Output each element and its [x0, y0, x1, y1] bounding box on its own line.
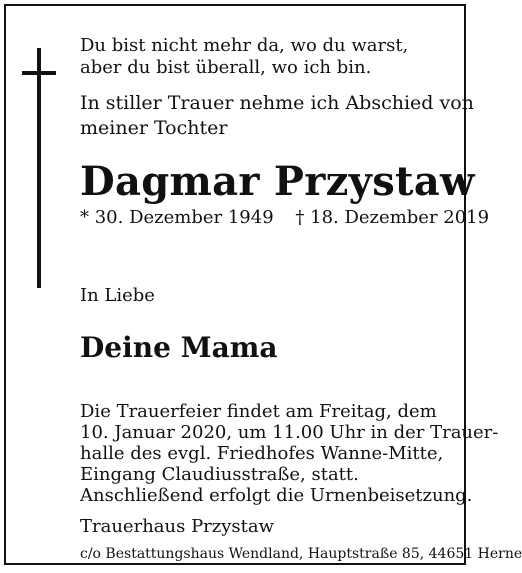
verse [80, 35, 408, 79]
funeral-home: Trauerhaus Przystaw [80, 516, 275, 537]
mourner-signature: Deine Mama [80, 331, 278, 364]
deceased-name: Dagmar Przystaw [80, 158, 475, 205]
funeral-line: halle des evgl. Friedhofes Wanne-Mitte, [80, 443, 444, 464]
funeral-line: Eingang Claudiusstraße, statt. [80, 464, 359, 485]
funeral-home-address: c/o Bestattungshaus Wendland, Hauptstraße 85, 44651 Herne [80, 546, 522, 562]
intro-line: meiner Tochter [80, 117, 228, 139]
cross-vertical-bar [37, 48, 41, 288]
verse-line: Du bist nicht mehr da, wo du warst, [80, 35, 409, 56]
birth-date: * 30. Dezember 1949 [80, 207, 274, 228]
closing-phrase: In Liebe [80, 285, 155, 306]
intro-text [80, 91, 474, 141]
verse-line: aber du bist überall, wo ich bin. [80, 57, 372, 78]
funeral-line: Die Trauerfeier findet am Freitag, dem [80, 401, 437, 422]
funeral-line: Anschließend erfolgt die Urnenbeisetzung. [80, 485, 473, 506]
life-dates [80, 207, 489, 228]
funeral-line: 10. Januar 2020, um 11.00 Uhr in der Trauer- [80, 422, 499, 443]
funeral-details [80, 401, 498, 506]
cross-horizontal-bar [22, 71, 56, 75]
death-date: † 18. Dezember 2019 [295, 207, 490, 228]
intro-line: In stiller Trauer nehme ich Abschied von [80, 92, 474, 114]
